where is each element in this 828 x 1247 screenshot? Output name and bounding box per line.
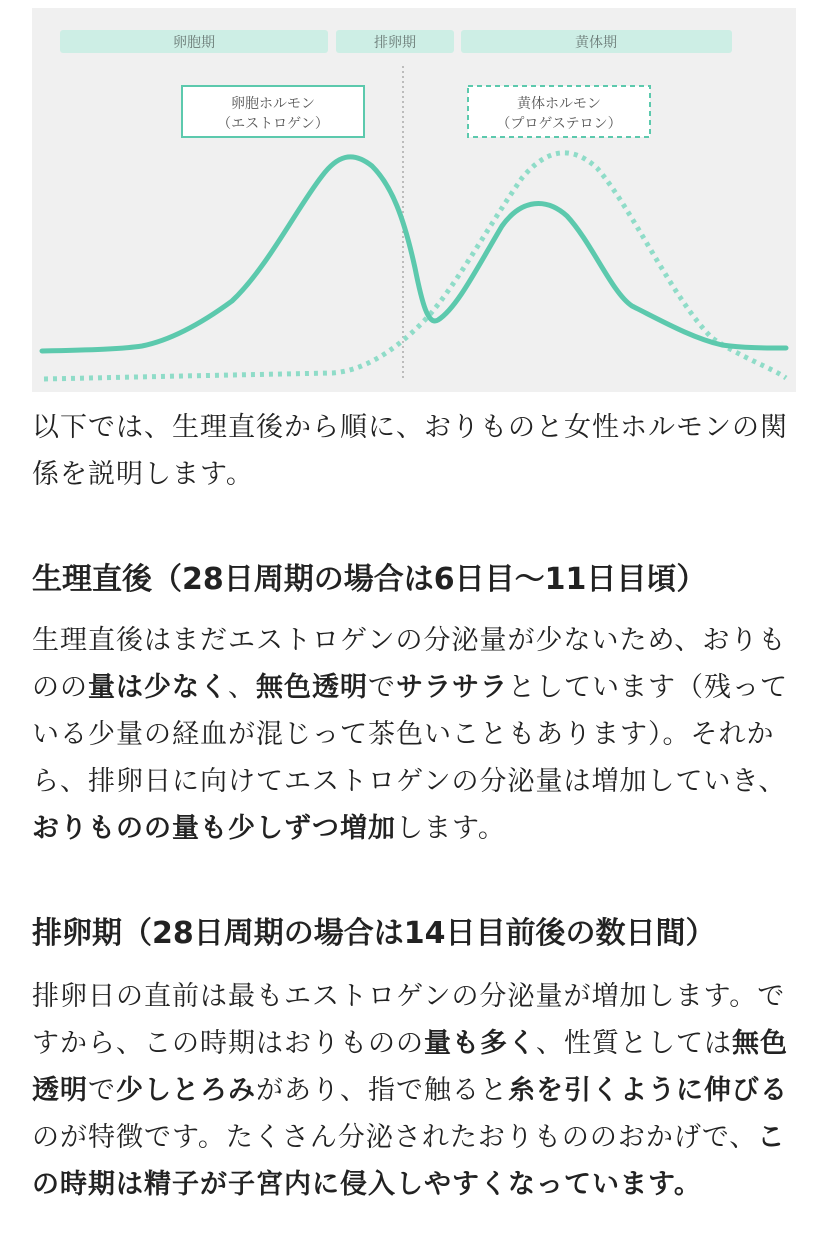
paragraph-line: 生理直後はまだエストロゲンの分泌量が少ないため、おりも xyxy=(32,625,787,656)
hormone-chart-figure xyxy=(32,8,796,392)
paragraph-line xyxy=(32,1161,792,1208)
text-run: で xyxy=(88,1075,116,1106)
intro-paragraph xyxy=(32,404,792,498)
text-run: します。 xyxy=(396,813,506,844)
bold-text: 量も多く xyxy=(424,1028,536,1059)
paragraph-line: いる少量の経血が混じって茶色いこともあります）。それか xyxy=(32,719,775,750)
paragraph-line xyxy=(32,1067,792,1114)
legend-progesterone-line2: （プロゲステロン） xyxy=(496,116,622,132)
section1-heading: 生理直後（28日周期の場合は6日目〜11日目頃） xyxy=(32,562,707,597)
section2-paragraph xyxy=(32,973,792,1208)
legend-progesterone-line1: 黄体ホルモン xyxy=(517,96,601,112)
bold-text: の時期は精子が子宮内に侵入しやすくなっています。 xyxy=(32,1169,702,1200)
text-run: としています（残って xyxy=(508,672,788,703)
paragraph-line xyxy=(32,1114,792,1161)
legend-estrogen-line2: （エストロゲン） xyxy=(217,116,329,132)
bold-text: 無色透明 xyxy=(256,672,368,703)
bold-text: おりものの量も少しずつ増加 xyxy=(32,813,396,844)
bold-text: サラサラ xyxy=(396,672,508,703)
phase-label-luteal: 黄体期 xyxy=(575,35,617,51)
hormone-chart-svg xyxy=(32,8,796,392)
paragraph-line xyxy=(32,1020,792,1067)
paragraph-line: 排卵日の直前は最もエストロゲンの分泌量が増加します。で xyxy=(32,981,786,1012)
text-run: すから、この時期はおりものの xyxy=(32,1028,424,1059)
phase-label-ovulation: 排卵期 xyxy=(374,35,416,51)
section2-heading: 排卵期（28日周期の場合は14日目前後の数日間） xyxy=(32,916,716,951)
bold-text: 無色 xyxy=(732,1028,788,1059)
phase-label-follicular: 卵胞期 xyxy=(173,35,215,51)
section1-paragraph xyxy=(32,617,792,852)
intro-line: 係を説明します。 xyxy=(32,459,254,490)
intro-line: 以下では、生理直後から順に、おりものと女性ホルモンの関 xyxy=(32,412,788,443)
legend-estrogen-line1: 卵胞ホルモン xyxy=(231,96,315,112)
text-run: のの xyxy=(32,672,88,703)
bold-text: 少しとろみ xyxy=(116,1075,256,1106)
text-run: 、性質としては xyxy=(536,1028,732,1059)
bold-text: 透明 xyxy=(32,1075,88,1106)
paragraph-line: ら、排卵日に向けてエストロゲンの分泌量は増加していき、 xyxy=(32,766,787,797)
text-run: 、 xyxy=(228,672,256,703)
bold-text: こ xyxy=(757,1122,786,1153)
text-run: で xyxy=(368,672,396,703)
estrogen-curve xyxy=(42,157,786,351)
paragraph-line xyxy=(32,805,792,852)
text-run: のが特徴です。たくさん分泌されたおりもののおかげで、 xyxy=(32,1122,758,1153)
text-run: があり、指で触ると xyxy=(256,1075,508,1106)
paragraph-line xyxy=(32,664,792,711)
bold-text: 糸を引くように伸びる xyxy=(508,1075,788,1106)
bold-text: 量は少なく xyxy=(88,672,228,703)
